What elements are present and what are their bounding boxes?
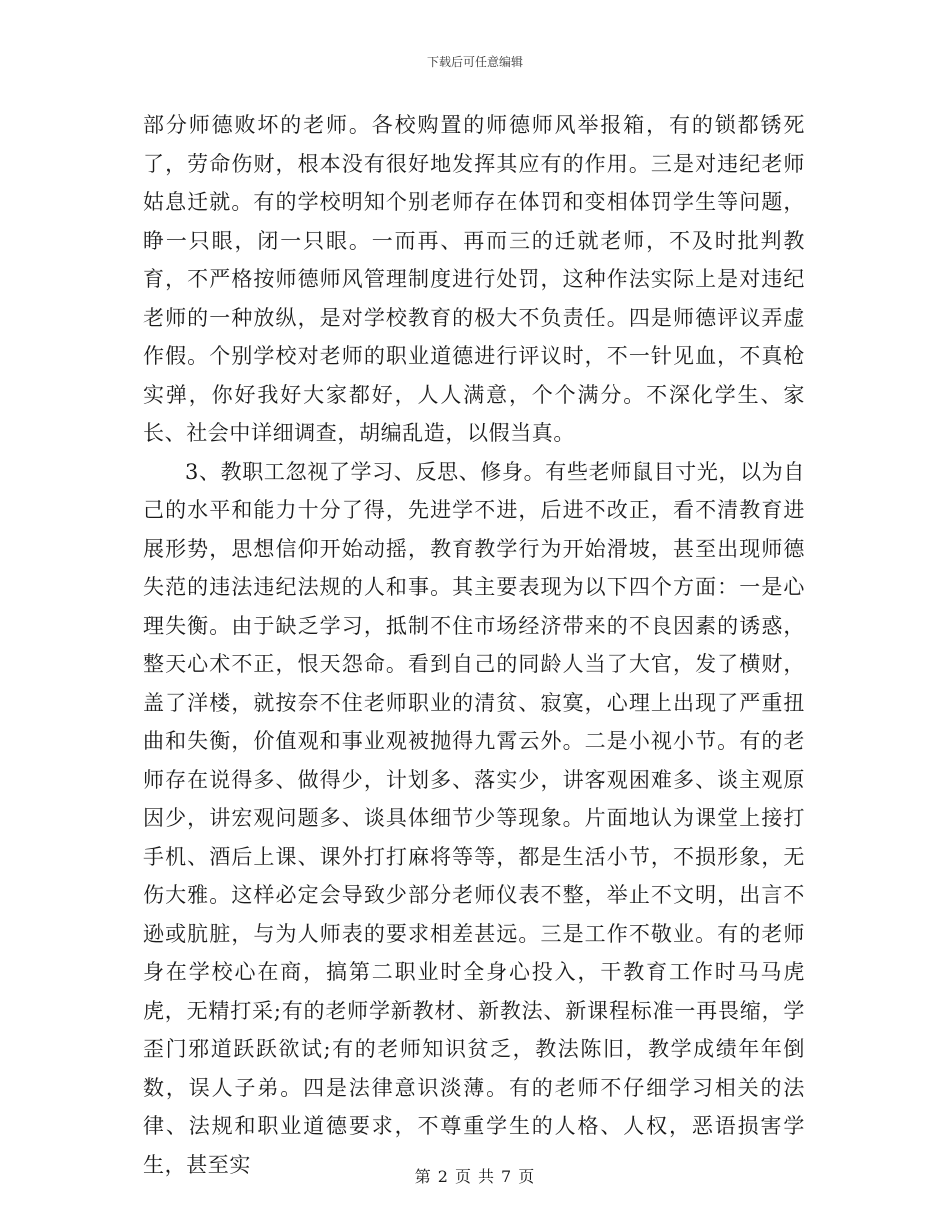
footer-total-pages: 7 [501, 1167, 513, 1186]
body-paragraph-2: 3、教职工忽视了学习、反思、修身。有些老师鼠目寸光，以为自己的水平和能力十分了得，先进学不进，后进不改正，看不清教育进展形势，思想信仰开始动摇，教育教学行为开始滑坡，甚至出现师德失范的违法违纪法规的人和事。其主要表现为以下四个方面：一是心理失衡。由于缺乏学习，抵制不住市场经济带来的不良因素的诱惑，整天心术不正，恨天怨命。看到自己的同龄人当了大官，发了横财，盖了洋楼，就按奈不住老师职业的清贫、寂寞，心理上出现了严重扭曲和失衡，价值观和事业观被抛得九霄云外。二是小视小节。有的老师存在说得多、做得少，计划多、落实少，讲客观困难多、谈主观原因少，讲宏观问题多、谈具体细节少等现象。片面地认为课堂上接打手机、酒后上课、课外打打麻将等等，都是生活小节，不损形象，无伤大雅。这样必定会导致少部分老师仪表不整，举止不文明，出言不逊或肮脏，与为人师表的要求相差甚远。三是工作不敬业。有的老师身在学校心在商，搞第二职业时全身心投入，干教育工作时马马虎虎，无精打采;有的老师学新教材、新教法、新课程标准一再畏缩，学歪门邪道跃跃欲试;有的老师知识贫乏，教法陈旧，教学成绩年年倒数，误人子弟。四是法律意识淡薄。有的老师不仔细学习相关的法律、法规和职业道德要求，不尊重学生的人格、人权，恶语损害学生，甚至实 [143, 459, 805, 1177]
body-paragraph-1: 部分师德败坏的老师。各校购置的师德师风举报箱，有的锁都锈死了，劳命伤财，根本没有很好地发挥其应有的作用。三是对违纪老师姑息迁就。有的学校明知个别老师存在体罚和变相体罚学生等问题，睁一只眼，闭一只眼。一而再、再而三的迁就老师，不及时批判教育，不严格按师德师风管理制度进行处罚，这种作法实际上是对违纪老师的一种放纵，是对学校教育的极大不负责任。四是师德评议弄虚作假。个别学校对老师的职业道德进行评议时，不一针见血，不真枪实弹，你好我好大家都好，人人满意，个个满分。不深化学生、家长、社会中详细调查，胡编乱造，以假当真。 [143, 113, 805, 445]
footer-suffix: 页 [518, 1167, 536, 1186]
footer-total-word: 共 [478, 1167, 496, 1186]
document-body [143, 106, 805, 1184]
footer-page-word: 页 [454, 1167, 472, 1186]
footer-prefix: 第 [414, 1167, 432, 1186]
footer-current-page: 2 [437, 1167, 449, 1186]
page-footer [0, 1164, 950, 1187]
page-header: 下载后可任意编辑 [426, 55, 523, 69]
